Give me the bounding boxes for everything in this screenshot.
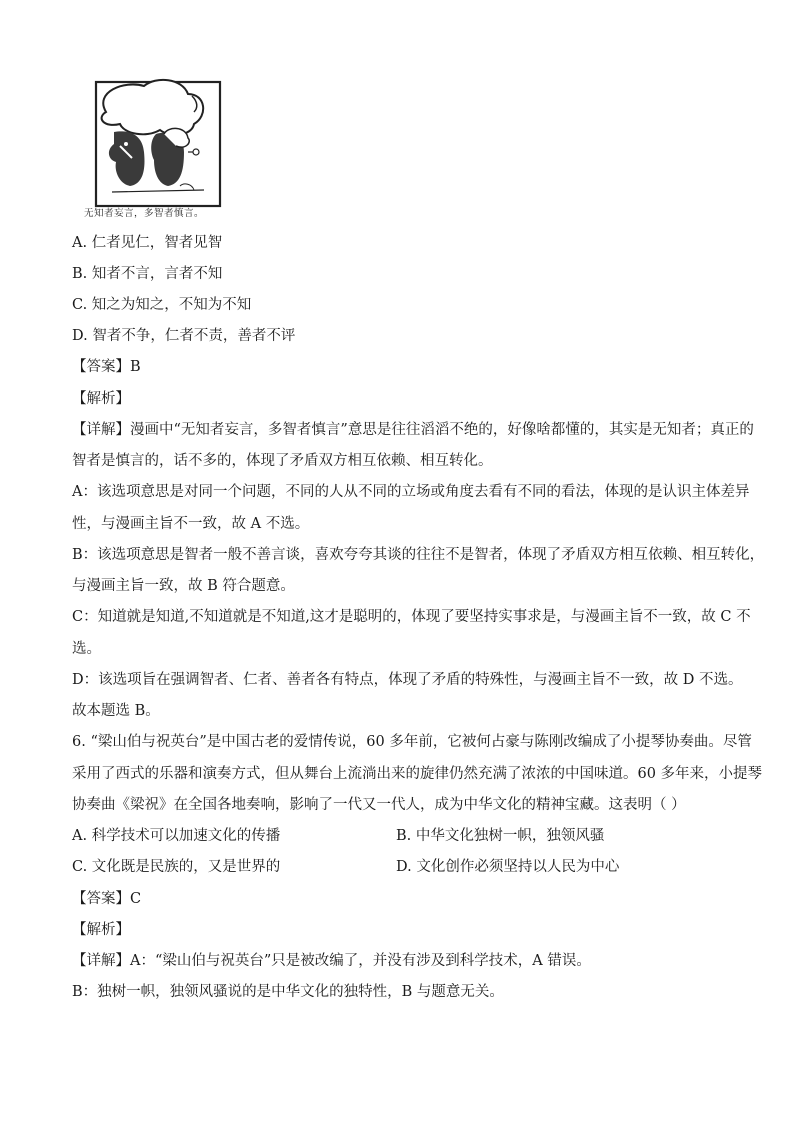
q6-stem-line: 采用了西式的乐器和演奏方式，但从舞台上流淌出来的旋律仍然充满了浓浓的中国味道。60 多年来，小提琴 <box>72 766 763 782</box>
q6-analysis-line: 【详解】A：“梁山伯与祝英台”只是被改编了，并没有涉及到科学技术，A 错误。 <box>72 953 591 969</box>
q6-stem-line: 协奏曲《梁祝》在全国各地奏响，影响了一代又一代人，成为中华文化的精神宝藏。这表明（ ） <box>72 797 686 813</box>
q6-option-b: B. 中华文化独树一帜，独领风骚 <box>396 828 605 844</box>
q5-analysis-line: 性，与漫画主旨不一致，故 A 不选。 <box>72 516 310 532</box>
q5-option-c: C. 知之为知之，不知为不知 <box>72 297 252 313</box>
q6-option-a: A. 科学技术可以加速文化的传播 <box>72 828 281 844</box>
q5-analysis-line: 故本题选 B。 <box>72 703 160 719</box>
q5-analysis-line: A：该选项意思是对同一个问题，不同的人从不同的立场或角度去看有不同的看法，体现的是认识主体差异 <box>72 484 750 500</box>
q5-analysis-line: C：知道就是知道,不知道就是不知道,这才是聪明的，体现了要坚持实事求是，与漫画主旨不一致，故 C 不 <box>72 609 751 625</box>
q5-analysis-line: 选。 <box>72 641 101 657</box>
q5-option-a: A. 仁者见仁，智者见智 <box>72 235 223 251</box>
q5-analysis-line: D：该选项旨在强调智者、仁者、善者各有特点，体现了矛盾的特殊性，与漫画主旨不一致，故 D 不选。 <box>72 672 743 688</box>
cartoon-caption: 无知者妄言，多智者慎言。 <box>84 208 205 219</box>
q5-analysis-title: 【解析】 <box>72 391 130 407</box>
q6-analysis-title: 【解析】 <box>72 922 130 938</box>
q6-answer: 【答案】C <box>72 891 142 907</box>
q5-analysis-line: 智者是慎言的，话不多的，体现了矛盾双方相互依赖、相互转化。 <box>72 453 493 469</box>
q6-stem-line: 6. “梁山伯与祝英台”是中国古老的爱情传说，60 多年前，它被何占豪与陈刚改编成了小提琴协奏曲。尽管 <box>72 734 752 750</box>
q5-answer: 【答案】B <box>72 359 141 375</box>
q5-analysis-line: 【详解】漫画中“无知者妄言，多智者慎言”意思是往往滔滔不绝的，好像啥都懂的，其实是无知者；真正的 <box>72 422 754 438</box>
cartoon-illustration <box>84 62 224 222</box>
q6-option-c: C. 文化既是民族的，又是世界的 <box>72 859 281 875</box>
q5-analysis-line: 与漫画主旨一致，故 B 符合题意。 <box>72 578 295 594</box>
q5-option-d: D. 智者不争，仁者不责，善者不评 <box>72 328 296 344</box>
q5-option-b: B. 知者不言，言者不知 <box>72 266 223 282</box>
q5-analysis-line: B：该选项意思是智者一般不善言谈，喜欢夸夸其谈的往往不是智者，体现了矛盾双方相互依赖、相互转化， <box>72 547 765 563</box>
q6-option-d: D. 文化创作必须坚持以人民为中心 <box>396 859 620 875</box>
q6-analysis-line: B：独树一帜，独领风骚说的是中华文化的独特性，B 与题意无关。 <box>72 984 504 1000</box>
